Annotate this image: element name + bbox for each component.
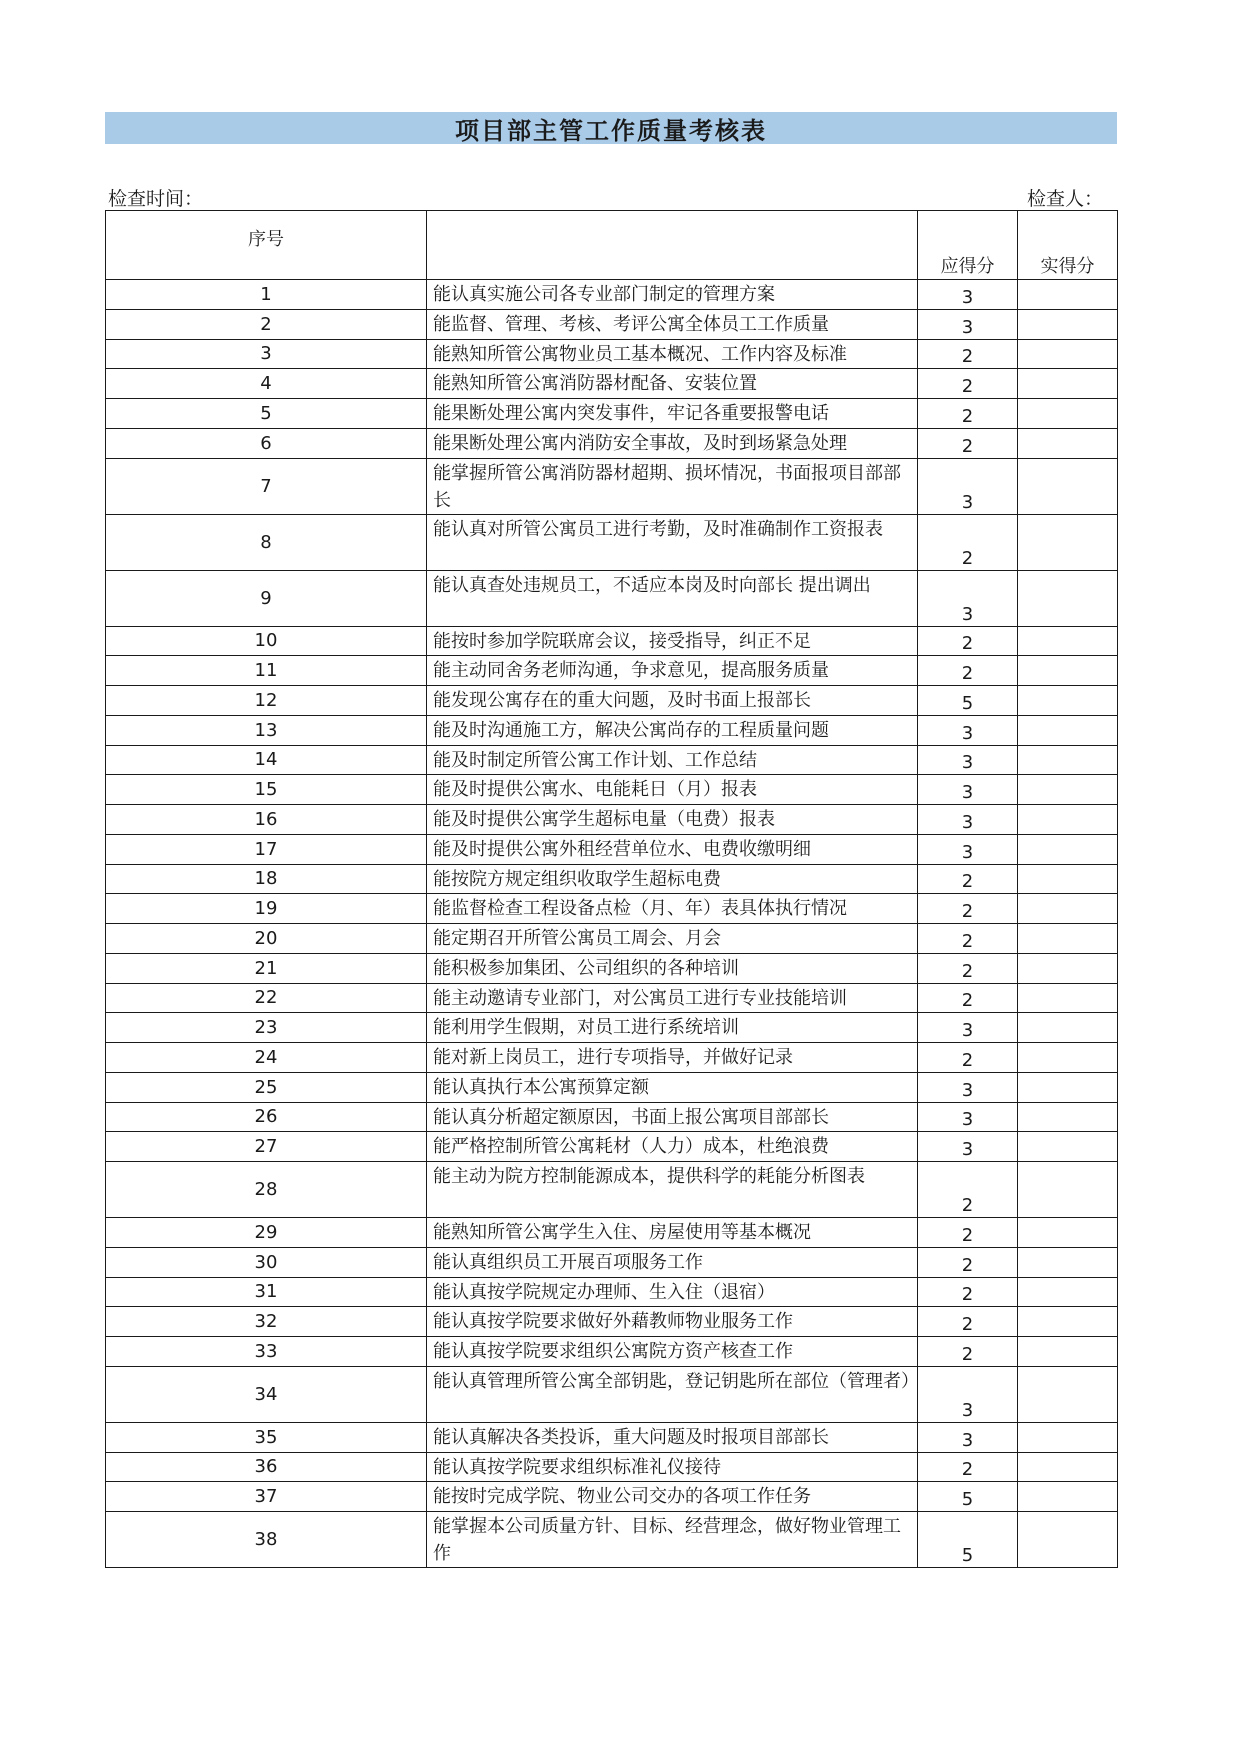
- row-actual-score-cell[interactable]: [1018, 626, 1118, 656]
- row-should-score-cell: 3: [918, 280, 1018, 310]
- row-should-score-cell: 2: [918, 1247, 1018, 1277]
- row-should-score-cell: 2: [918, 369, 1018, 399]
- table-header-row: [106, 211, 1118, 280]
- row-should-score-cell: 2: [918, 1307, 1018, 1337]
- row-number-cell: 18: [106, 864, 427, 894]
- row-actual-score-cell[interactable]: [1018, 1013, 1118, 1043]
- row-item-cell: 能及时制定所管公寓工作计划、工作总结: [427, 745, 918, 775]
- table-row: [106, 428, 1118, 458]
- table-row: [106, 775, 1118, 805]
- table-row: [106, 1218, 1118, 1248]
- table-row: [106, 1277, 1118, 1307]
- row-should-score-cell: 3: [918, 805, 1018, 835]
- row-should-score-cell: 3: [918, 1072, 1018, 1102]
- row-actual-score-cell[interactable]: [1018, 1132, 1118, 1162]
- table-row: [106, 1072, 1118, 1102]
- row-number-cell: 32: [106, 1307, 427, 1337]
- row-should-score-cell: 3: [918, 1102, 1018, 1132]
- row-number-cell: 9: [106, 570, 427, 626]
- table-row: [106, 280, 1118, 310]
- row-number-cell: 31: [106, 1277, 427, 1307]
- row-should-score-cell: 2: [918, 1043, 1018, 1073]
- row-number-cell: 7: [106, 458, 427, 514]
- row-actual-score-cell[interactable]: [1018, 1162, 1118, 1218]
- row-should-score-cell: 3: [918, 775, 1018, 805]
- row-should-score-cell: 3: [918, 1132, 1018, 1162]
- row-number-cell: 21: [106, 953, 427, 983]
- row-actual-score-cell[interactable]: [1018, 1277, 1118, 1307]
- row-number-cell: 23: [106, 1013, 427, 1043]
- row-item-cell: 能及时提供公寓学生超标电量（电费）报表: [427, 805, 918, 835]
- row-number-cell: 37: [106, 1482, 427, 1512]
- row-number-cell: 29: [106, 1218, 427, 1248]
- row-should-score-cell: 5: [918, 686, 1018, 716]
- row-should-score-cell: 2: [918, 514, 1018, 570]
- row-actual-score-cell[interactable]: [1018, 894, 1118, 924]
- row-actual-score-cell[interactable]: [1018, 369, 1118, 399]
- table-row: [106, 1132, 1118, 1162]
- row-should-score-cell: 2: [918, 626, 1018, 656]
- row-number-cell: 5: [106, 399, 427, 429]
- row-number-cell: 8: [106, 514, 427, 570]
- row-number-cell: 4: [106, 369, 427, 399]
- row-should-score-cell: 2: [918, 1452, 1018, 1482]
- row-item-cell: 能积极参加集团、公司组织的各种培训: [427, 953, 918, 983]
- row-should-score-cell: 5: [918, 1512, 1018, 1568]
- table-row: [106, 924, 1118, 954]
- table-row: [106, 686, 1118, 716]
- row-should-score-cell: 2: [918, 399, 1018, 429]
- row-actual-score-cell[interactable]: [1018, 1043, 1118, 1073]
- row-number-cell: 22: [106, 983, 427, 1013]
- row-should-score-cell: 3: [918, 309, 1018, 339]
- row-item-cell: 能认真执行本公寓预算定额: [427, 1072, 918, 1102]
- row-actual-score-cell[interactable]: [1018, 953, 1118, 983]
- row-item-cell: 能认真管理所管公寓全部钥匙，登记钥匙所在部位（管理者）: [427, 1366, 918, 1422]
- row-item-cell: 能认真按学院要求组织公寓院方资产核查工作: [427, 1337, 918, 1367]
- row-should-score-cell: 2: [918, 953, 1018, 983]
- row-should-score-cell: 3: [918, 834, 1018, 864]
- row-number-cell: 38: [106, 1512, 427, 1568]
- row-actual-score-cell[interactable]: [1018, 1512, 1118, 1568]
- row-number-cell: 27: [106, 1132, 427, 1162]
- row-number-cell: 35: [106, 1422, 427, 1452]
- row-item-cell: 能主动邀请专业部门，对公寓员工进行专业技能培训: [427, 983, 918, 1013]
- table-row: [106, 1482, 1118, 1512]
- table-row: [106, 1043, 1118, 1073]
- row-should-score-cell: 2: [918, 428, 1018, 458]
- table-row: [106, 309, 1118, 339]
- row-number-cell: 17: [106, 834, 427, 864]
- row-actual-score-cell[interactable]: [1018, 1337, 1118, 1367]
- table-row: [106, 894, 1118, 924]
- row-number-cell: 26: [106, 1102, 427, 1132]
- row-item-cell: 能认真组织员工开展百项服务工作: [427, 1247, 918, 1277]
- table-row: [106, 1013, 1118, 1043]
- row-actual-score-cell[interactable]: [1018, 715, 1118, 745]
- row-number-cell: 28: [106, 1162, 427, 1218]
- table-row: [106, 715, 1118, 745]
- header-should-score: 应得分: [918, 211, 1018, 280]
- row-item-cell: 能定期召开所管公寓员工周会、月会: [427, 924, 918, 954]
- row-number-cell: 16: [106, 805, 427, 835]
- row-should-score-cell: 3: [918, 745, 1018, 775]
- row-number-cell: 6: [106, 428, 427, 458]
- table-row: [106, 1512, 1118, 1568]
- row-should-score-cell: 3: [918, 458, 1018, 514]
- row-should-score-cell: 2: [918, 1162, 1018, 1218]
- row-should-score-cell: 3: [918, 1422, 1018, 1452]
- header-no: 序号: [106, 211, 427, 280]
- table-row: [106, 514, 1118, 570]
- row-actual-score-cell[interactable]: [1018, 514, 1118, 570]
- row-number-cell: 20: [106, 924, 427, 954]
- row-item-cell: 能监督检查工程设备点检（月、年）表具体执行情况: [427, 894, 918, 924]
- row-item-cell: 能掌握所管公寓消防器材超期、损坏情况，书面报项目部部长: [427, 458, 918, 514]
- row-item-cell: 能严格控制所管公寓耗材（人力）成本，杜绝浪费: [427, 1132, 918, 1162]
- row-should-score-cell: 3: [918, 715, 1018, 745]
- row-item-cell: 能果断处理公寓内突发事件，牢记各重要报警电话: [427, 399, 918, 429]
- row-actual-score-cell[interactable]: [1018, 1422, 1118, 1452]
- row-number-cell: 33: [106, 1337, 427, 1367]
- row-should-score-cell: 2: [918, 864, 1018, 894]
- row-should-score-cell: 2: [918, 1277, 1018, 1307]
- row-item-cell: 能及时提供公寓外租经营单位水、电费收缴明细: [427, 834, 918, 864]
- row-actual-score-cell[interactable]: [1018, 458, 1118, 514]
- row-item-cell: 能认真对所管公寓员工进行考勤，及时准确制作工资报表: [427, 514, 918, 570]
- row-actual-score-cell[interactable]: [1018, 399, 1118, 429]
- row-actual-score-cell[interactable]: [1018, 864, 1118, 894]
- row-should-score-cell: 2: [918, 1218, 1018, 1248]
- row-actual-score-cell[interactable]: [1018, 428, 1118, 458]
- row-actual-score-cell[interactable]: [1018, 1247, 1118, 1277]
- row-number-cell: 12: [106, 686, 427, 716]
- table-row: [106, 1366, 1118, 1422]
- row-actual-score-cell[interactable]: [1018, 805, 1118, 835]
- row-actual-score-cell[interactable]: [1018, 983, 1118, 1013]
- table-row: [106, 1247, 1118, 1277]
- row-should-score-cell: 2: [918, 983, 1018, 1013]
- row-item-cell: 能发现公寓存在的重大问题，及时书面上报部长: [427, 686, 918, 716]
- table-row: [106, 1162, 1118, 1218]
- check-time-label: 检查时间：: [108, 188, 204, 210]
- row-number-cell: 36: [106, 1452, 427, 1482]
- row-number-cell: 3: [106, 339, 427, 369]
- page-title: 项目部主管工作质量考核表: [105, 112, 1117, 144]
- row-actual-score-cell[interactable]: [1018, 1366, 1118, 1422]
- row-item-cell: 能认真查处违规员工，不适应本岗及时向部长 提出调出: [427, 570, 918, 626]
- row-actual-score-cell[interactable]: [1018, 745, 1118, 775]
- row-actual-score-cell[interactable]: [1018, 280, 1118, 310]
- row-item-cell: 能按院方规定组织收取学生超标电费: [427, 864, 918, 894]
- row-should-score-cell: 3: [918, 570, 1018, 626]
- row-actual-score-cell[interactable]: [1018, 1072, 1118, 1102]
- row-item-cell: 能对新上岗员工，进行专项指导，并做好记录: [427, 1043, 918, 1073]
- row-item-cell: 能认真按学院要求做好外藉教师物业服务工作: [427, 1307, 918, 1337]
- row-item-cell: 能熟知所管公寓学生入住、房屋使用等基本概况: [427, 1218, 918, 1248]
- row-should-score-cell: 3: [918, 1366, 1018, 1422]
- table-row: [106, 745, 1118, 775]
- row-should-score-cell: 5: [918, 1482, 1018, 1512]
- table-row: [106, 1422, 1118, 1452]
- row-actual-score-cell[interactable]: [1018, 1452, 1118, 1482]
- row-should-score-cell: 2: [918, 894, 1018, 924]
- row-should-score-cell: 2: [918, 656, 1018, 686]
- table-row: [106, 953, 1118, 983]
- table-row: [106, 626, 1118, 656]
- table-row: [106, 570, 1118, 626]
- row-number-cell: 14: [106, 745, 427, 775]
- row-should-score-cell: 2: [918, 1337, 1018, 1367]
- table-body: [106, 280, 1118, 1568]
- row-item-cell: 能认真解决各类投诉，重大问题及时报项目部部长: [427, 1422, 918, 1452]
- row-number-cell: 10: [106, 626, 427, 656]
- row-number-cell: 25: [106, 1072, 427, 1102]
- row-item-cell: 能及时沟通施工方，解决公寓尚存的工程质量问题: [427, 715, 918, 745]
- table-row: [106, 864, 1118, 894]
- row-number-cell: 11: [106, 656, 427, 686]
- row-item-cell: 能主动为院方控制能源成本，提供科学的耗能分析图表: [427, 1162, 918, 1218]
- row-item-cell: 能认真按学院要求组织标准礼仪接待: [427, 1452, 918, 1482]
- row-item-cell: 能按时完成学院、物业公司交办的各项工作任务: [427, 1482, 918, 1512]
- row-item-cell: 能认真实施公司各专业部门制定的管理方案: [427, 280, 918, 310]
- row-number-cell: 30: [106, 1247, 427, 1277]
- row-item-cell: 能监督、管理、考核、考评公寓全体员工工作质量: [427, 309, 918, 339]
- row-actual-score-cell[interactable]: [1018, 570, 1118, 626]
- row-actual-score-cell[interactable]: [1018, 1307, 1118, 1337]
- header-actual-score: 实得分: [1018, 211, 1118, 280]
- table-row: [106, 1452, 1118, 1482]
- table-row: [106, 369, 1118, 399]
- row-item-cell: 能掌握本公司质量方针、目标、经营理念，做好物业管理工作: [427, 1512, 918, 1568]
- row-item-cell: 能熟知所管公寓消防器材配备、安装位置: [427, 369, 918, 399]
- row-should-score-cell: 2: [918, 339, 1018, 369]
- row-actual-score-cell[interactable]: [1018, 775, 1118, 805]
- row-item-cell: 能按时参加学院联席会议，接受指导，纠正不足: [427, 626, 918, 656]
- row-actual-score-cell[interactable]: [1018, 834, 1118, 864]
- row-number-cell: 15: [106, 775, 427, 805]
- row-number-cell: 34: [106, 1366, 427, 1422]
- row-number-cell: 19: [106, 894, 427, 924]
- row-item-cell: 能认真分析超定额原因，书面上报公寓项目部部长: [427, 1102, 918, 1132]
- row-number-cell: 13: [106, 715, 427, 745]
- row-item-cell: 能及时提供公寓水、电能耗日（月）报表: [427, 775, 918, 805]
- table-row: [106, 1337, 1118, 1367]
- row-should-score-cell: 3: [918, 1013, 1018, 1043]
- row-actual-score-cell[interactable]: [1018, 1102, 1118, 1132]
- row-item-cell: 能利用学生假期，对员工进行系统培训: [427, 1013, 918, 1043]
- row-item-cell: 能熟知所管公寓物业员工基本概况、工作内容及标准: [427, 339, 918, 369]
- table-row: [106, 805, 1118, 835]
- row-should-score-cell: 2: [918, 924, 1018, 954]
- header-item: [427, 211, 918, 280]
- row-item-cell: 能主动同舍务老师沟通，争求意见，提高服务质量: [427, 656, 918, 686]
- table-row: [106, 458, 1118, 514]
- inspector-label: 检查人：: [1026, 188, 1103, 210]
- row-item-cell: 能认真按学院规定办理师、生入住（退宿）: [427, 1277, 918, 1307]
- table-row: [106, 399, 1118, 429]
- row-number-cell: 2: [106, 309, 427, 339]
- row-number-cell: 1: [106, 280, 427, 310]
- table-row: [106, 834, 1118, 864]
- row-item-cell: 能果断处理公寓内消防安全事故，及时到场紧急处理: [427, 428, 918, 458]
- table-row: [106, 983, 1118, 1013]
- row-actual-score-cell[interactable]: [1018, 656, 1118, 686]
- row-actual-score-cell[interactable]: [1018, 1218, 1118, 1248]
- table-row: [106, 1307, 1118, 1337]
- row-actual-score-cell[interactable]: [1018, 309, 1118, 339]
- row-number-cell: 24: [106, 1043, 427, 1073]
- row-actual-score-cell[interactable]: [1018, 1482, 1118, 1512]
- table-row: [106, 656, 1118, 686]
- row-actual-score-cell[interactable]: [1018, 339, 1118, 369]
- row-actual-score-cell[interactable]: [1018, 924, 1118, 954]
- row-actual-score-cell[interactable]: [1018, 686, 1118, 716]
- table-row: [106, 1102, 1118, 1132]
- table-row: [106, 339, 1118, 369]
- assessment-table: [105, 210, 1118, 1568]
